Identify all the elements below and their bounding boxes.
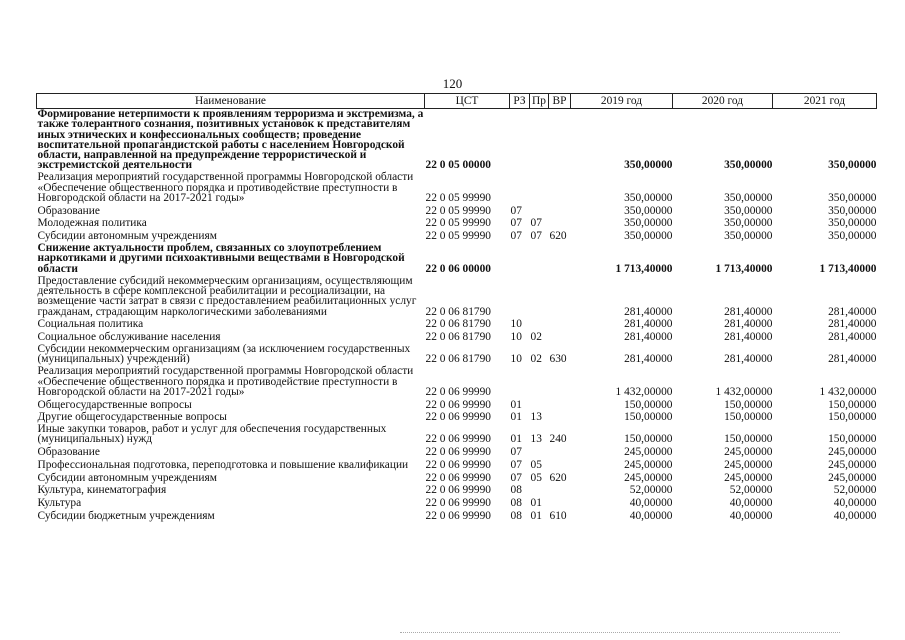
row-cst: 22 0 06 99990 (425, 385, 491, 398)
table-row (37, 485, 877, 498)
header-year-2020: 2020 год (673, 94, 773, 109)
row-value-2021: 40,00000 (833, 496, 877, 509)
row-pr: 07 (530, 217, 542, 230)
budget-table (36, 93, 877, 523)
row-value-2019: 350,00000 (624, 204, 673, 217)
page-bottom-rule (400, 632, 840, 635)
row-value-2019: 281,40000 (624, 305, 673, 318)
row-value-2021: 1 713,40000 (819, 262, 877, 275)
row-name: Образование (37, 446, 100, 459)
row-value-2021: 281,40000 (828, 330, 877, 343)
row-cst: 22 0 06 99990 (425, 411, 491, 424)
row-cst: 22 0 06 99990 (425, 446, 491, 459)
row-name: Реализация мероприятий государственной программы Новгородской области «Обеспечение общественного порядка и противодействие преступности в Новгородской области на 2017-2021 годы» (37, 365, 414, 398)
row-value-2019: 245,00000 (624, 471, 673, 484)
row-rz: 07 (510, 446, 522, 459)
row-pr (530, 485, 549, 498)
row-rz (510, 109, 530, 173)
header-name: Наименование (37, 94, 425, 109)
row-vr (549, 319, 571, 332)
header-pr: Пр (530, 94, 549, 109)
row-value-2019: 1 432,00000 (615, 385, 673, 398)
row-value-2019: 150,00000 (624, 433, 673, 446)
row-value-2019: 52,00000 (629, 484, 673, 497)
row-name: Образование (37, 204, 100, 217)
row-value-2021: 1 432,00000 (819, 385, 877, 398)
row-vr (549, 446, 571, 459)
row-rz: 07 (510, 230, 522, 243)
row-value-2021: 40,00000 (833, 509, 877, 522)
row-cst: 22 0 06 81790 (425, 330, 491, 343)
row-rz: 10 (510, 330, 522, 343)
table-row (37, 399, 877, 412)
table-row (37, 472, 877, 485)
row-value-2021: 350,00000 (828, 204, 877, 217)
row-pr: 01 (530, 509, 542, 522)
row-pr (530, 319, 549, 332)
row-name: Молодежная политика (37, 217, 147, 230)
row-value-2019: 350,00000 (624, 230, 673, 243)
table-body (37, 109, 877, 523)
row-rz (510, 172, 530, 205)
row-rz: 01 (510, 411, 522, 424)
table-row (37, 319, 877, 332)
row-name: Субсидии автономным учреждениям (37, 230, 217, 243)
row-cst: 22 0 06 00000 (425, 262, 491, 275)
row-value-2019: 40,00000 (629, 496, 673, 509)
header-vr: ВР (549, 94, 571, 109)
row-value-2020: 52,00000 (729, 484, 773, 497)
row-cst: 22 0 05 99990 (425, 204, 491, 217)
header-year-2021: 2021 год (773, 94, 877, 109)
row-pr (530, 399, 549, 412)
row-cst: 22 0 06 81790 (425, 318, 491, 331)
row-value-2020: 350,00000 (724, 204, 773, 217)
row-pr: 01 (530, 496, 542, 509)
row-vr (549, 497, 571, 510)
row-cst: 22 0 06 99990 (425, 509, 491, 522)
row-name: Социальная политика (37, 318, 144, 331)
row-vr: 630 (549, 353, 567, 366)
row-value-2020: 350,00000 (724, 192, 773, 205)
row-pr: 07 (530, 230, 542, 243)
row-cst: 22 0 05 99990 (425, 230, 491, 243)
row-value-2021: 350,00000 (828, 192, 877, 205)
table-section-row (37, 243, 877, 276)
table-row (37, 344, 877, 366)
row-value-2021: 150,00000 (828, 398, 877, 411)
row-cst: 22 0 06 99990 (425, 398, 491, 411)
row-pr (530, 205, 549, 218)
row-rz (510, 276, 530, 319)
table-row (37, 276, 877, 319)
header-cst: ЦСТ (425, 94, 510, 109)
row-value-2020: 40,00000 (729, 509, 773, 522)
row-rz: 01 (510, 433, 522, 446)
row-value-2020: 281,40000 (724, 318, 773, 331)
row-value-2021: 245,00000 (828, 446, 877, 459)
row-name: Предоставление субсидий некоммерческим организациям, осуществляющим деятельность в сфере комплексной реабилитации и ресоциализации, на возмещение части затрат в связи с предоставлением реабилитационных услуг гражданам, страдающим наркологическими заболеваниями (37, 274, 417, 318)
row-value-2020: 245,00000 (724, 446, 773, 459)
row-name: Культура, кинематография (37, 484, 167, 497)
table-section-row (37, 109, 877, 173)
row-pr: 13 (530, 411, 542, 424)
row-vr (549, 243, 571, 276)
row-vr (549, 366, 571, 399)
row-cst: 22 0 06 99990 (425, 471, 491, 484)
table-row (37, 366, 877, 399)
row-value-2019: 245,00000 (624, 458, 673, 471)
table-row (37, 205, 877, 218)
row-value-2019: 150,00000 (624, 398, 673, 411)
row-pr (530, 109, 549, 173)
table-row (37, 218, 877, 231)
table-row (37, 172, 877, 205)
row-value-2019: 350,00000 (624, 192, 673, 205)
row-pr (530, 366, 549, 399)
row-rz: 01 (510, 398, 522, 411)
row-value-2019: 1 713,40000 (615, 262, 673, 275)
row-cst: 22 0 05 99990 (425, 217, 491, 230)
row-name: Реализация мероприятий государственной программы Новгородской области «Обеспечение общественного порядка и противодействие преступности в Новгородской области на 2017-2021 годы» (37, 171, 414, 205)
row-name: Культура (37, 496, 82, 509)
row-value-2020: 1 713,40000 (715, 262, 773, 275)
row-vr: 620 (549, 230, 567, 243)
row-rz: 08 (510, 509, 522, 522)
row-value-2019: 150,00000 (624, 411, 673, 424)
row-value-2021: 281,40000 (828, 353, 877, 366)
row-vr: 240 (549, 433, 567, 446)
row-name: Субсидии бюджетным учреждениям (37, 509, 215, 522)
row-value-2021: 245,00000 (828, 458, 877, 471)
row-pr (530, 243, 549, 276)
row-rz: 10 (510, 318, 522, 331)
table-row (37, 497, 877, 510)
row-value-2021: 245,00000 (828, 471, 877, 484)
row-value-2021: 281,40000 (828, 318, 877, 331)
row-value-2020: 281,40000 (724, 305, 773, 318)
row-value-2019: 281,40000 (624, 330, 673, 343)
row-pr (530, 172, 549, 205)
row-name: Снижение актуальности проблем, связанных со злоупотреблением наркотиками и другими психоактивными веществами в Новгородской области (37, 242, 405, 275)
row-value-2020: 245,00000 (724, 458, 773, 471)
row-pr: 02 (530, 353, 542, 366)
row-value-2021: 52,00000 (833, 484, 877, 497)
row-name: Формирование нетерпимости к проявлениям терроризма и экстремизма, а также толерантного сознания, позитивных установок к представителям иных этнических и конфессиональных сообществ; проведение воспитательной пропагандистской работы с населением Новгородской области, направленной на предупреждение террористической и экстремистской деятельности (37, 108, 424, 172)
row-rz: 07 (510, 217, 522, 230)
row-cst: 22 0 05 99990 (425, 192, 491, 205)
row-value-2019: 281,40000 (624, 353, 673, 366)
row-value-2019: 245,00000 (624, 446, 673, 459)
header-rz: РЗ (510, 94, 530, 109)
row-rz (510, 243, 530, 276)
row-value-2020: 150,00000 (724, 398, 773, 411)
row-pr (530, 276, 549, 319)
table-header (37, 94, 877, 109)
row-pr: 05 (530, 458, 542, 471)
row-value-2019: 350,00000 (624, 159, 673, 172)
row-cst: 22 0 06 99990 (425, 496, 491, 509)
row-cst: 22 0 06 81790 (425, 305, 491, 318)
row-rz: 07 (510, 471, 522, 484)
row-value-2020: 350,00000 (724, 217, 773, 230)
row-rz: 10 (510, 353, 522, 366)
row-rz (510, 366, 530, 399)
row-value-2020: 150,00000 (724, 433, 773, 446)
table-row (37, 424, 877, 446)
row-value-2020: 150,00000 (724, 411, 773, 424)
row-vr (549, 109, 571, 173)
row-cst: 22 0 06 99990 (425, 433, 491, 446)
row-vr (549, 218, 571, 231)
row-value-2020: 281,40000 (724, 330, 773, 343)
row-cst: 22 0 06 81790 (425, 353, 491, 366)
row-value-2021: 350,00000 (828, 230, 877, 243)
table-row (37, 510, 877, 523)
row-vr (549, 485, 571, 498)
row-vr: 610 (549, 509, 567, 522)
row-vr (549, 331, 571, 344)
row-pr: 05 (530, 471, 542, 484)
row-pr (530, 446, 549, 459)
row-name: Социальное обслуживание населения (37, 330, 221, 343)
row-vr (549, 399, 571, 412)
row-name: Субсидии некоммерческим организациям (за исключением государственных (муниципальных) учреждений) (37, 342, 411, 366)
row-value-2021: 350,00000 (828, 159, 877, 172)
row-cst: 22 0 06 99990 (425, 458, 491, 471)
table-row (37, 446, 877, 459)
row-vr: 620 (549, 471, 567, 484)
row-rz: 07 (510, 204, 522, 217)
row-rz: 08 (510, 496, 522, 509)
row-cst: 22 0 06 99990 (425, 484, 491, 497)
row-pr: 02 (530, 330, 542, 343)
row-name: Общегосударственные вопросы (37, 398, 192, 411)
row-pr: 13 (530, 433, 542, 446)
row-value-2019: 281,40000 (624, 318, 673, 331)
row-value-2021: 281,40000 (828, 305, 877, 318)
row-vr (549, 172, 571, 205)
row-value-2020: 245,00000 (724, 471, 773, 484)
row-value-2021: 350,00000 (828, 217, 877, 230)
row-value-2021: 150,00000 (828, 433, 877, 446)
row-name: Профессиональная подготовка, переподготовка и повышение квалификации (37, 458, 409, 471)
row-vr (549, 276, 571, 319)
row-name: Иные закупки товаров, работ и услуг для обеспечения государственных (муниципальных) нужд (37, 423, 387, 446)
row-cst: 22 0 05 00000 (425, 159, 491, 172)
row-rz: 08 (510, 484, 522, 497)
row-value-2019: 350,00000 (624, 217, 673, 230)
row-name: Другие общегосударственные вопросы (37, 411, 227, 424)
row-value-2020: 40,00000 (729, 496, 773, 509)
table-row (37, 459, 877, 472)
row-value-2020: 350,00000 (724, 159, 773, 172)
row-value-2019: 40,00000 (629, 509, 673, 522)
row-vr (549, 411, 571, 424)
row-value-2021: 150,00000 (828, 411, 877, 424)
row-value-2020: 1 432,00000 (715, 385, 773, 398)
row-value-2020: 350,00000 (724, 230, 773, 243)
row-vr (549, 205, 571, 218)
row-value-2020: 281,40000 (724, 353, 773, 366)
row-rz: 07 (510, 458, 522, 471)
row-vr (549, 459, 571, 472)
page-number: 120 (442, 76, 463, 91)
header-year-2019: 2019 год (571, 94, 673, 109)
row-name: Субсидии автономным учреждениям (37, 471, 217, 484)
